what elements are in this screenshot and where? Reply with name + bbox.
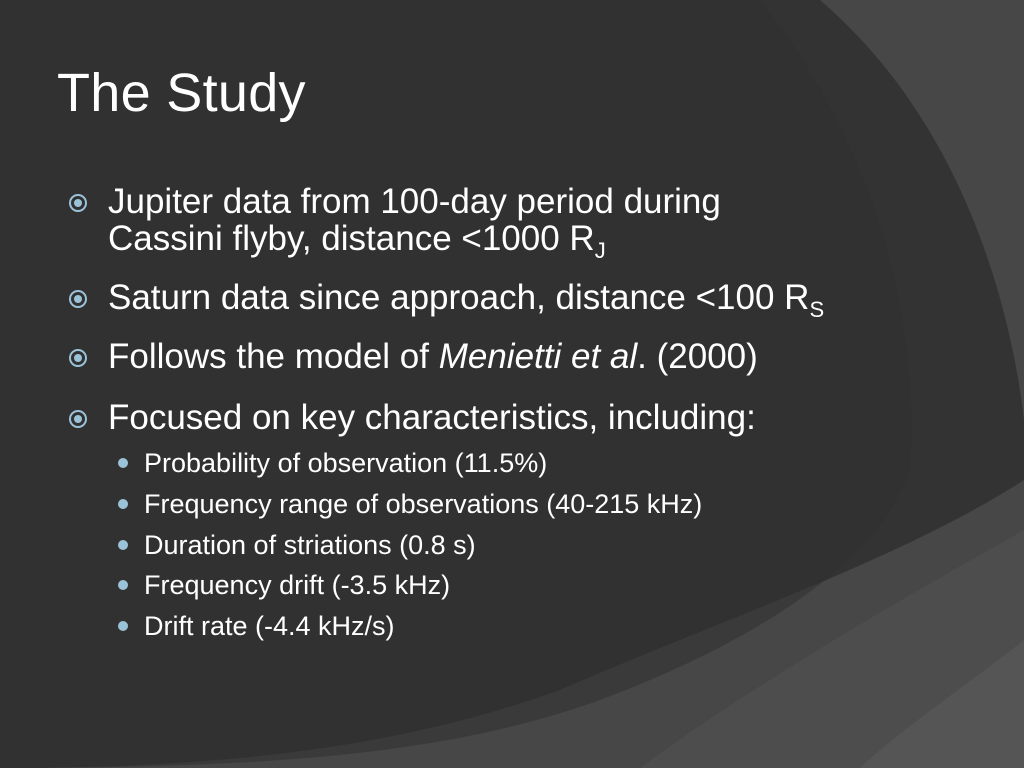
bullet-text: Jupiter data from 100-day period during bbox=[108, 182, 721, 221]
bullet-item bbox=[108, 182, 721, 263]
citation-author: Menietti et al bbox=[438, 337, 638, 376]
target-circle-icon bbox=[68, 289, 88, 309]
bullet-item bbox=[108, 278, 825, 322]
target-circle-icon bbox=[68, 193, 88, 213]
dot-icon bbox=[118, 580, 128, 590]
sub-bullet-text: Probability of observation (11.5%) bbox=[144, 448, 548, 478]
sub-bullet-item bbox=[144, 489, 702, 519]
dot-icon bbox=[118, 621, 128, 631]
target-circle-icon bbox=[68, 409, 88, 429]
sub-bullet-text: Drift rate (-4.4 kHz/s) bbox=[144, 611, 395, 641]
sub-bullet-item bbox=[144, 611, 395, 641]
sub-bullet-item bbox=[144, 570, 450, 600]
subscript: J bbox=[594, 238, 606, 263]
target-circle-icon bbox=[68, 348, 88, 368]
subscript: S bbox=[809, 297, 825, 322]
sub-bullet-text: Duration of striations (0.8 s) bbox=[144, 530, 476, 560]
bullet-text: Saturn data since approach, distance <100 R bbox=[108, 278, 810, 317]
bullet-text: Cassini flyby, distance <1000 R bbox=[108, 219, 595, 258]
dot-icon bbox=[118, 499, 128, 509]
bullet-item bbox=[108, 399, 756, 436]
dot-icon bbox=[118, 458, 128, 468]
slide-title: The Study bbox=[57, 63, 306, 123]
sub-bullet-item bbox=[144, 448, 547, 478]
sub-bullet-text: Frequency range of observations (40-215 kHz) bbox=[144, 489, 703, 519]
bullet-text: Follows the model of bbox=[108, 337, 439, 376]
dot-icon bbox=[118, 540, 128, 550]
sub-bullet-item bbox=[144, 530, 476, 560]
bullet-text: Focused on key characteristics, including: bbox=[108, 398, 756, 437]
bullet-item bbox=[108, 338, 758, 375]
sub-bullet-text: Frequency drift (-3.5 kHz) bbox=[144, 570, 451, 600]
bullet-text: . (2000) bbox=[637, 337, 758, 376]
